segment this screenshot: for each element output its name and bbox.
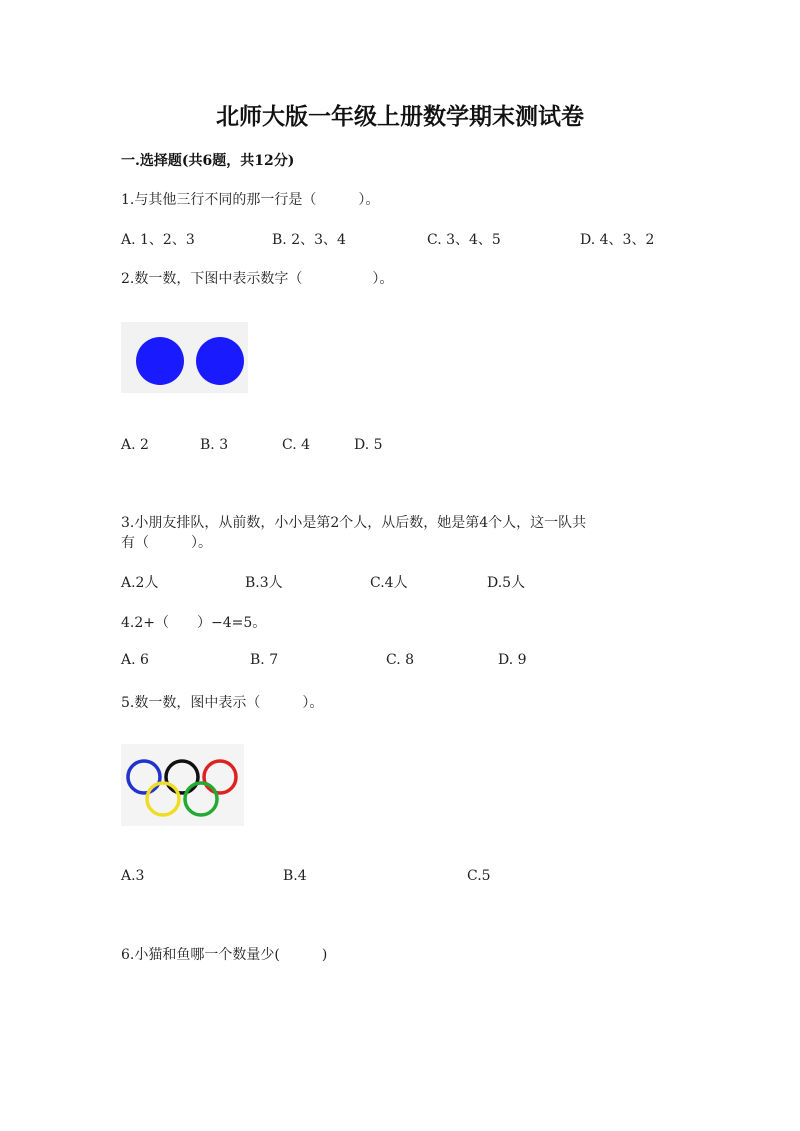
- ring-black: [166, 761, 198, 793]
- question-4-option-d[interactable]: D. 9: [498, 652, 527, 668]
- blue-dot-1: [136, 337, 184, 385]
- question-5-option-c[interactable]: C.5: [467, 868, 491, 884]
- section-heading: 一.选择题(共6题，共12分): [121, 153, 295, 169]
- page-title: 北师大版一年级上册数学期末测试卷: [216, 103, 584, 130]
- ring-green: [185, 783, 217, 815]
- question-2-figure: [121, 322, 248, 393]
- question-5-figure-olympic-rings: [121, 744, 244, 826]
- question-1-option-b[interactable]: B. 2、3、4: [272, 232, 346, 248]
- question-3-option-d[interactable]: D.5人: [487, 575, 526, 591]
- question-3-option-a[interactable]: A.2人: [121, 575, 159, 591]
- question-4-stem: 4.2+（ ）−4=5。: [121, 615, 267, 631]
- ring-blue: [128, 761, 160, 793]
- question-1-option-d[interactable]: D. 4、3、2: [580, 232, 655, 248]
- question-2-option-a[interactable]: A. 2: [121, 437, 149, 453]
- question-1-option-c[interactable]: C. 3、4、5: [427, 232, 501, 248]
- ring-red: [204, 761, 236, 793]
- question-2-option-d[interactable]: D. 5: [354, 437, 383, 453]
- question-2-option-b[interactable]: B. 3: [200, 437, 229, 453]
- question-1-option-a[interactable]: A. 1、2、3: [121, 232, 195, 248]
- question-5-stem: 5.数一数，图中表示（ ）。: [121, 695, 324, 711]
- question-5-option-a[interactable]: A.3: [121, 868, 145, 884]
- question-3-stem-line-1: 3.小朋友排队，从前数，小小是第2个人，从后数，她是第4个人，这一队共: [121, 515, 587, 531]
- blue-dot-2: [196, 337, 244, 385]
- question-5-option-b[interactable]: B.4: [283, 868, 307, 884]
- question-4-option-a[interactable]: A. 6: [121, 652, 149, 668]
- question-2-stem: 2.数一数，下图中表示数字（ ）。: [121, 271, 394, 287]
- ring-yellow: [147, 783, 179, 815]
- question-4-option-b[interactable]: B. 7: [250, 652, 279, 668]
- question-3-stem-line-2: 有（ ）。: [121, 535, 212, 551]
- question-6-stem: 6.小猫和鱼哪一个数量少( ): [121, 947, 328, 963]
- question-3-option-b[interactable]: B.3人: [245, 575, 283, 591]
- question-1-stem: 1.与其他三行不同的那一行是（ ）。: [121, 192, 380, 208]
- question-4-option-c[interactable]: C. 8: [386, 652, 415, 668]
- question-3-option-c[interactable]: C.4人: [370, 575, 408, 591]
- question-2-option-c[interactable]: C. 4: [282, 437, 311, 453]
